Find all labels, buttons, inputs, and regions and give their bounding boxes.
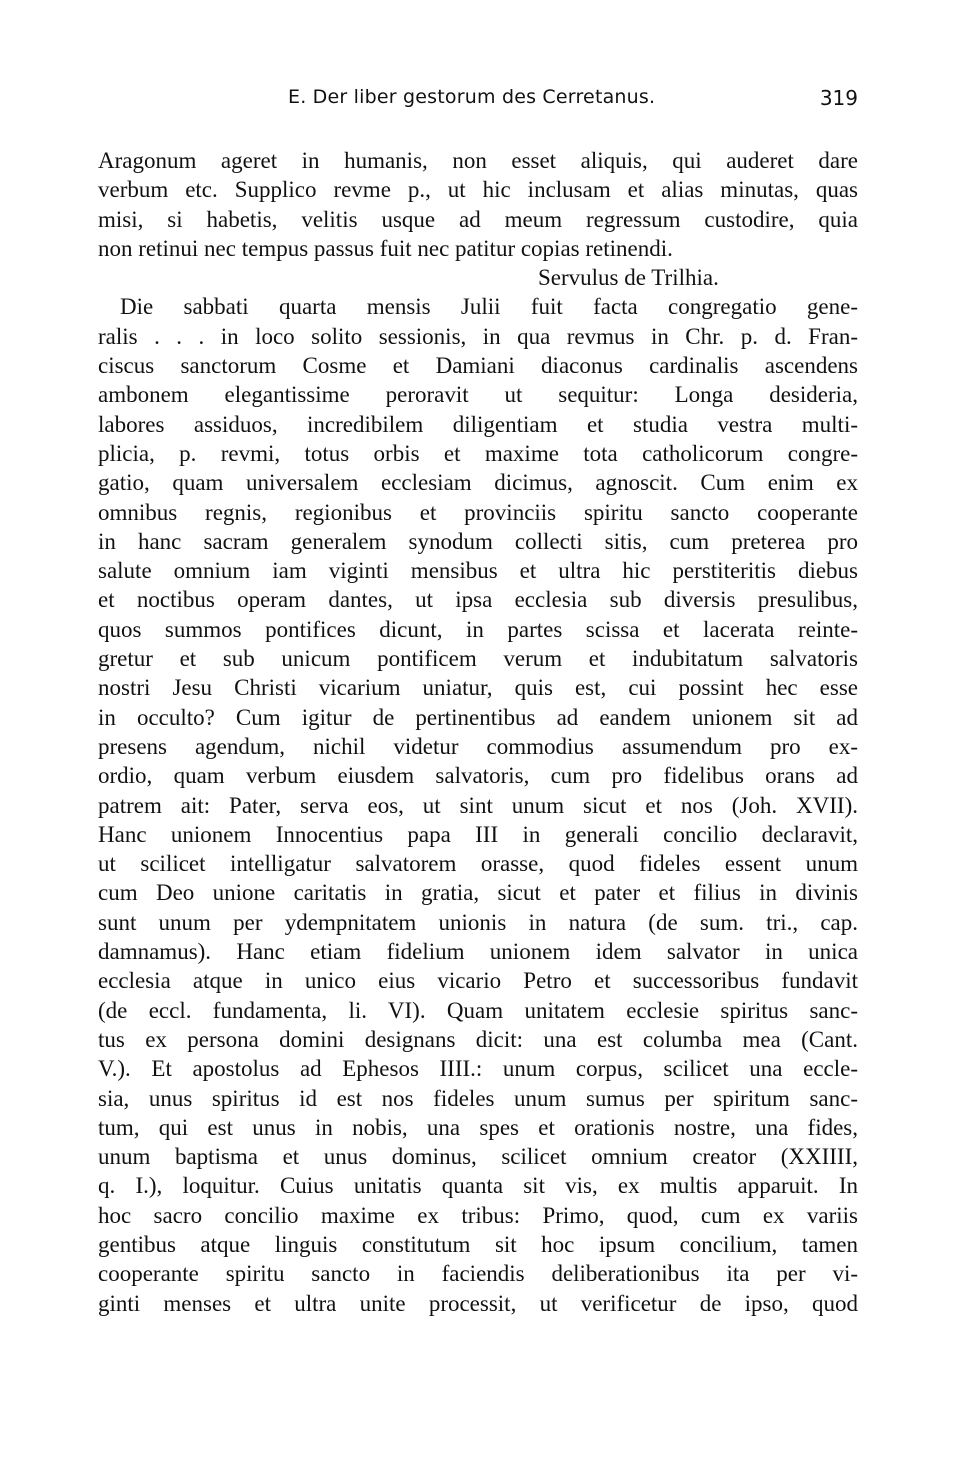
document-page: [98, 86, 858, 1318]
text-line: in occulto? Cum igitur de pertinentibus ad eandem unionem sit ad: [98, 704, 858, 730]
body-text: [98, 146, 858, 1318]
text-line: salute omnium iam viginti mensibus et ultra hic perstiteritis diebus: [98, 558, 858, 584]
running-title: E. Der liber gestorum des Cerretanus.: [288, 86, 656, 108]
text-line: q. I.), loquitur. Cuius unitatis quanta sit vis, ex multis apparuit. In: [98, 1173, 858, 1199]
text-line: sunt unum per ydempnitatem unionis in natura (de sum. tri., cap.: [98, 909, 858, 935]
text-line: presens agendum, nichil videtur commodius assumendum pro ex-: [98, 733, 858, 759]
text-line: omnibus regnis, regionibus et provinciis spiritu sancto cooperante: [98, 499, 858, 525]
page-number: 319: [819, 86, 858, 110]
text-line: verbum etc. Supplico revme p., ut hic inclusam et alias minutas, quas: [98, 177, 858, 203]
text-line: non retinui nec tempus passus fuit nec patitur copias retinendi.: [98, 235, 673, 261]
text-line: gentibus atque linguis constitutum sit hoc ipsum concilium, tamen: [98, 1231, 858, 1257]
text-line: unum baptisma et unus dominus, scilicet omnium creator (XXIIII,: [98, 1144, 858, 1170]
text-line: quos summos pontifices dicunt, in partes scissa et lacerata reinte-: [98, 616, 858, 642]
text-line: tum, qui est unus in nobis, una spes et orationis nostre, una fides,: [98, 1114, 858, 1140]
text-line: in hanc sacram generalem synodum collecti sitis, cum preterea pro: [98, 528, 858, 554]
text-line: cum Deo unione caritatis in gratia, sicut et pater et filius in divinis: [98, 880, 858, 906]
text-line: tus ex persona domini designans dicit: una est columba mea (Cant.: [98, 1026, 858, 1052]
text-line: plicia, p. revmi, totus orbis et maxime tota catholicorum congre-: [98, 440, 858, 466]
text-line: gretur et sub unicum pontificem verum et indubitatum salvatoris: [98, 646, 858, 672]
text-line: ut scilicet intelligatur salvatorem orasse, quod fideles essent unum: [98, 851, 858, 877]
running-header: [98, 86, 858, 116]
text-line: ambonem elegantissime peroravit ut sequitur: Longa desideria,: [98, 382, 858, 408]
text-line: labores assiduos, incredibilem diligentiam et studia vestra multi-: [98, 411, 858, 437]
text-line: damnamus). Hanc etiam fidelium unionem idem salvator in unica: [98, 939, 858, 965]
text-line: (de eccl. fundamenta, li. VI). Quam unitatem ecclesie spiritus sanc-: [98, 997, 858, 1023]
signature-line: Servulus de Trilhia.: [538, 265, 719, 291]
text-line: Hanc unionem Innocentius papa III in generali concilio declaravit,: [98, 821, 858, 847]
text-line: V.). Et apostolus ad Ephesos IIII.: unum corpus, scilicet una eccle-: [98, 1056, 858, 1082]
text-line: Die sabbati quarta mensis Julii fuit facta congregatio gene-: [120, 294, 858, 320]
text-line: misi, si habetis, velitis usque ad meum regressum custodire, quia: [98, 206, 858, 232]
text-line: hoc sacro concilio maxime ex tribus: Primo, quod, cum ex variis: [98, 1202, 858, 1228]
text-line: gatio, quam universalem ecclesiam dicimus, agnoscit. Cum enim ex: [98, 470, 858, 496]
text-line: cooperante spiritu sancto in faciendis deliberationibus ita per vi-: [98, 1261, 858, 1287]
text-line: nostri Jesu Christi vicarium uniatur, quis est, cui possint hec esse: [98, 675, 858, 701]
text-line: Aragonum ageret in humanis, non esset aliquis, qui auderet dare: [98, 148, 858, 173]
text-line: ginti menses et ultra unite processit, ut verificetur de ipso, quod: [98, 1290, 858, 1316]
text-line: et noctibus operam dantes, ut ipsa ecclesia sub diversis presulibus,: [98, 587, 858, 613]
text-line: ecclesia atque in unico eius vicario Petro et successoribus fundavit: [98, 968, 858, 994]
text-line: ciscus sanctorum Cosme et Damiani diaconus cardinalis ascendens: [98, 353, 858, 379]
text-line: patrem ait: Pater, serva eos, ut sint unum sicut et nos (Joh. XVII).: [98, 792, 858, 818]
text-line: ordio, quam verbum eiusdem salvatoris, cum pro fidelibus orans ad: [98, 763, 858, 789]
text-line: sia, unus spiritus id est nos fideles unum sumus per spiritum sanc-: [98, 1085, 858, 1111]
text-line: ralis . . . in loco solito sessionis, in qua revmus in Chr. p. d. Fran-: [98, 323, 858, 349]
